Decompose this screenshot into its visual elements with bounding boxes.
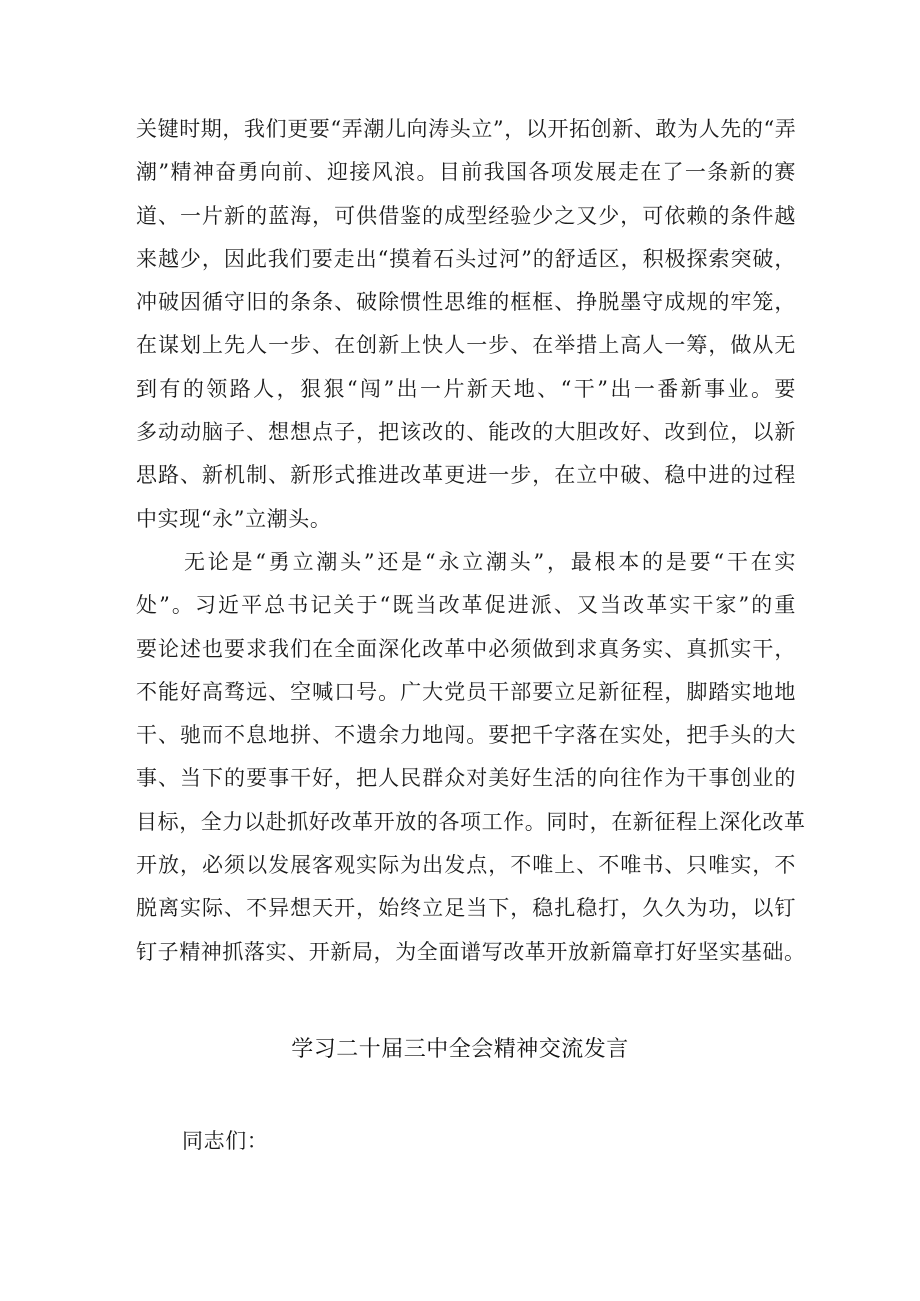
paragraph-2-line: 处”。习近平总书记关于“既当改革促进派、又当改革实干家”的重 — [136, 593, 796, 618]
paragraph-2-line: 开放，必须以发展客观实际为出发点，不唯上、不唯书、只唯实，不 — [136, 853, 796, 878]
paragraph-2-line: 要论述也要求我们在全面深化改革中必须做到求真务实、真抓实干， — [136, 636, 796, 661]
paragraph-1-line: 思路、新机制、新形式推进改革更进一步，在立中破、稳中进的过程 — [136, 463, 796, 488]
paragraph-2 — [136, 541, 806, 974]
paragraph-2-line: 目标，全力以赴抓好改革开放的各项工作。同时，在新征程上深化改革 — [136, 809, 806, 834]
section-heading: 学习二十届三中全会精神交流发言 — [291, 1037, 629, 1062]
paragraph-2-line: 脱离实际、不异想天开，始终立足当下，稳扎稳打，久久为功，以钉 — [136, 896, 796, 921]
paragraph-1-line: 道、一片新的蓝海，可供借鉴的成型经验少之又少，可依赖的条件越 — [136, 203, 796, 228]
paragraph-1-line: 冲破因循守旧的条条、破除惯性思维的框框、挣脱墨守成规的牢笼， — [136, 290, 796, 315]
paragraph-2-line: 干、驰而不息地拼、不遗余力地闯。要把千字落在实处，把手头的大 — [136, 723, 796, 748]
paragraph-1-line: 多动动脑子、想想点子，把该改的、能改的大胆改好、改到位，以新 — [136, 420, 796, 445]
paragraph-1-line: 关键时期，我们更要“弄潮儿向涛头立”，以开拓创新、敢为人先的“弄 — [136, 117, 797, 141]
paragraph-1-line: 到有的领路人，狠狠“闯”出一片新天地、“干”出一番新事业。要 — [136, 376, 796, 401]
paragraph-1-line: 中实现“永”立潮头。 — [136, 506, 332, 531]
paragraph-2-line: 钉子精神抓落实、开新局，为全面谱写改革开放新篇章打好坚实基础。 — [136, 939, 806, 964]
paragraph-1-line: 来越少，因此我们要走出“摸着石头过河”的舒适区，积极探索突破， — [136, 246, 796, 271]
paragraph-2-line: 事、当下的要事干好，把人民群众对美好生活的向往作为干事创业的 — [136, 766, 796, 791]
paragraph-2-line: 无论是“勇立潮头”还是“永立潮头”，最根本的是要“干在实 — [184, 549, 796, 574]
paragraph-1-line: 潮”精神奋勇向前、迎接风浪。目前我国各项发展走在了一条新的赛 — [136, 160, 796, 185]
paragraph-1-line: 在谋划上先人一步、在创新上快人一步、在举措上高人一筹，做从无 — [136, 333, 796, 358]
salutation: 同志们： — [182, 1129, 269, 1153]
body-text — [136, 108, 806, 974]
paragraph-2-line: 不能好高骛远、空喊口号。广大党员干部要立足新征程，脚踏实地地 — [136, 679, 796, 704]
paragraph-1 — [136, 108, 796, 541]
